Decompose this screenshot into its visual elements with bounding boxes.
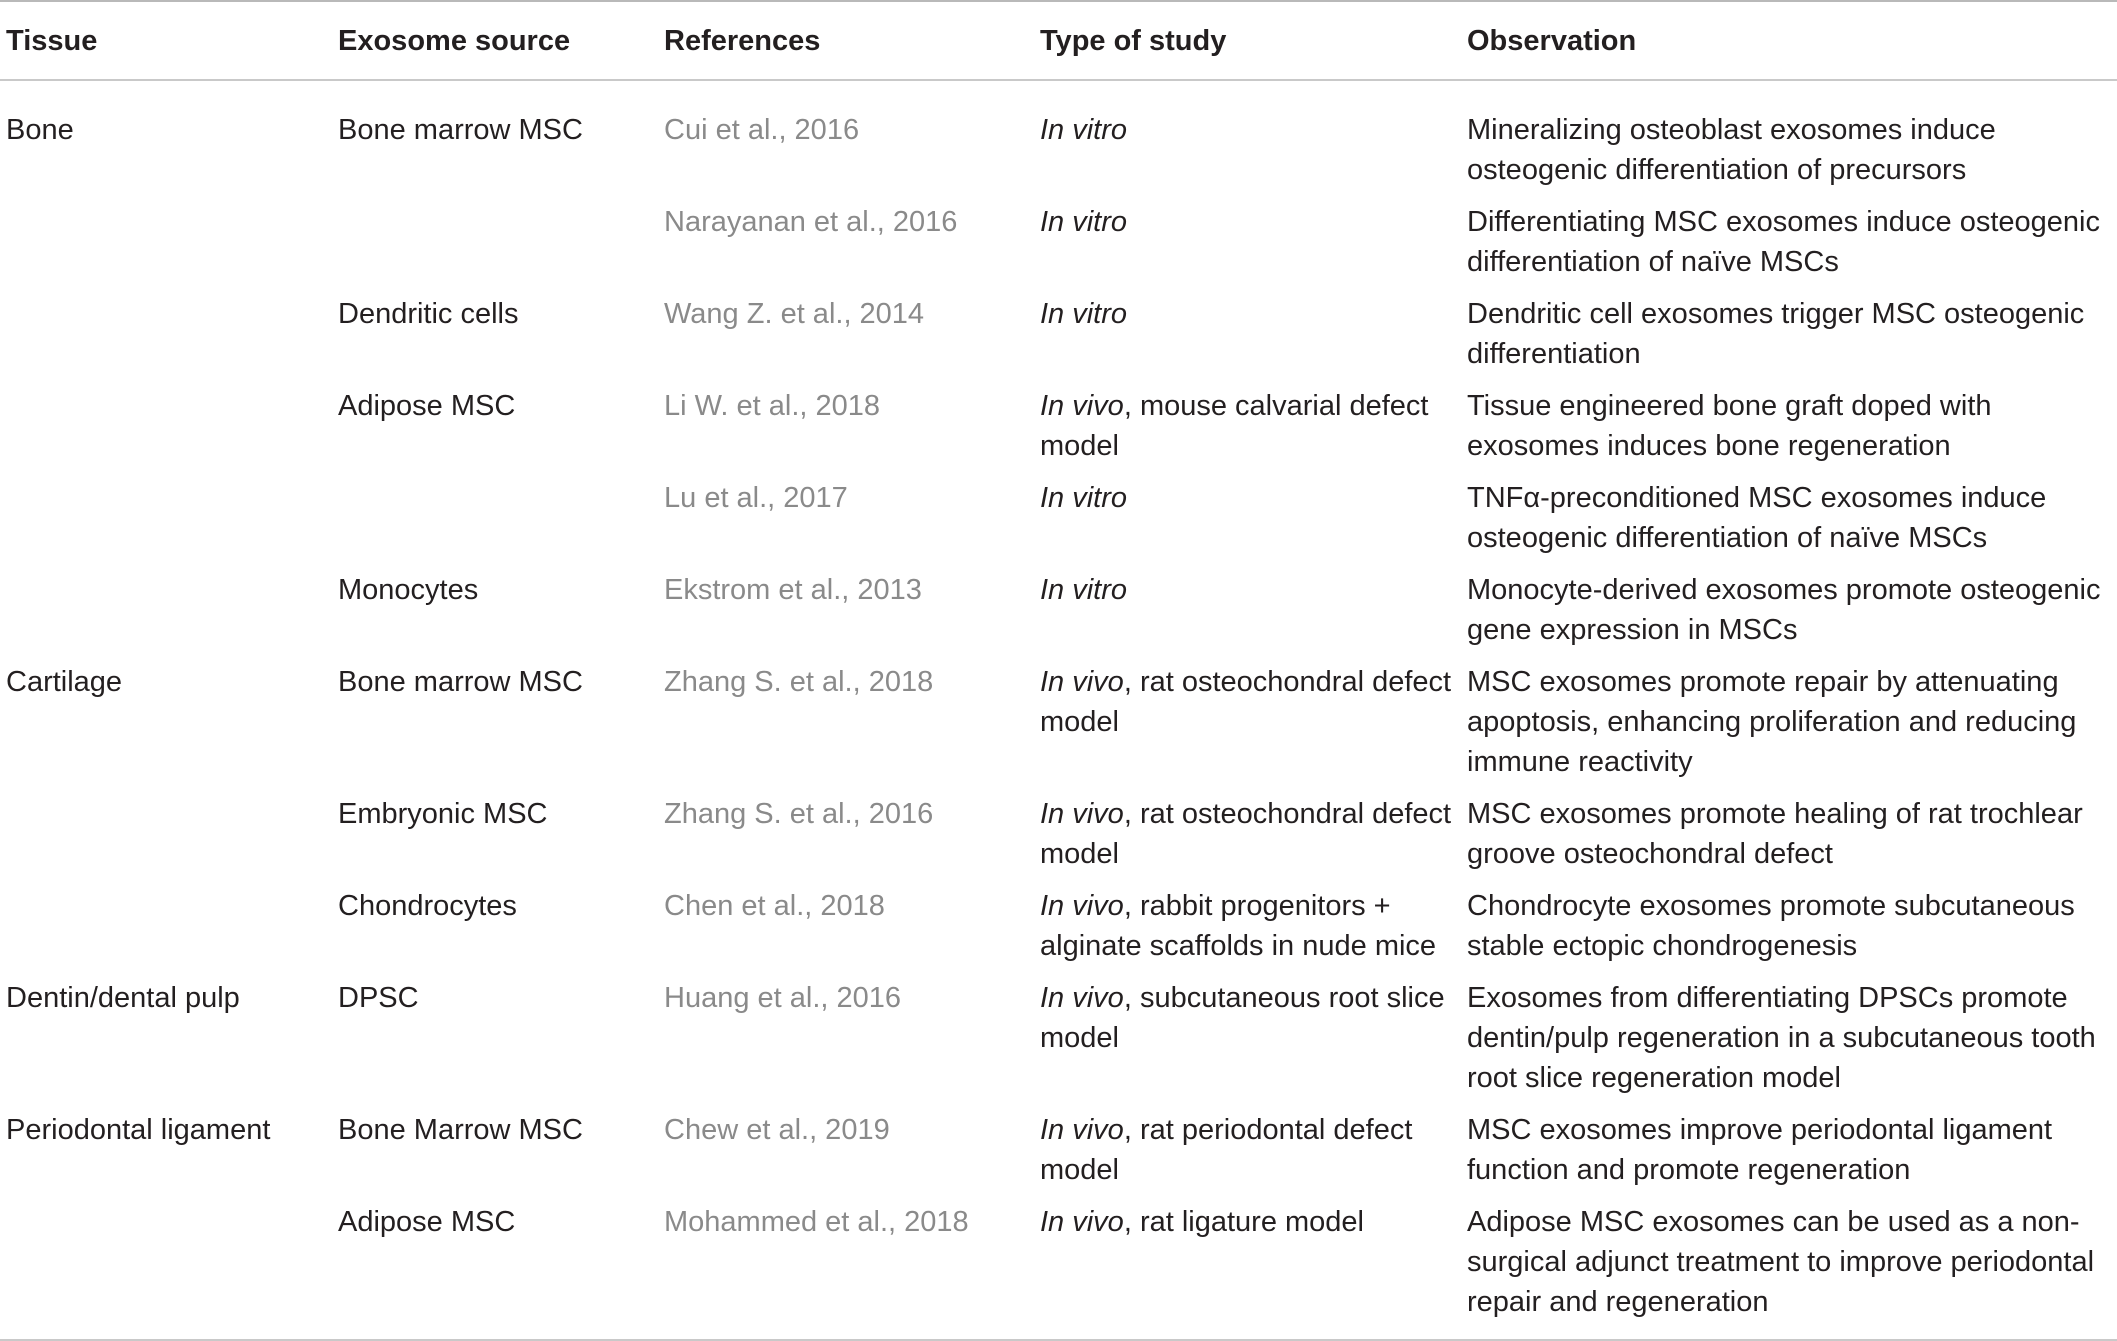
table-row (0, 80, 2117, 197)
reference-link[interactable]: Mohammed et al., 2018 (664, 1206, 969, 1238)
study-type-detail: , rat ligature model (1123, 1206, 1364, 1238)
cell-exosome-source: Dendritic cells (338, 298, 519, 330)
cell-type-of-study (1034, 381, 1461, 473)
table-row (0, 973, 2117, 1105)
reference-link[interactable]: Huang et al., 2016 (664, 982, 902, 1014)
study-type-detail: , rat periodontal defect model (1040, 1114, 1413, 1186)
cell-observation: Dendritic cell exosomes trigger MSC osteogenic differentiation (1467, 298, 2085, 370)
study-type-italic: In vitro (1040, 298, 1128, 330)
cell-type-of-study (1034, 973, 1461, 1105)
cell-reference (658, 1197, 1034, 1340)
table-row (0, 197, 2117, 289)
cell-exosome-source: Monocytes (338, 574, 479, 606)
cell-observation: MSC exosomes promote repair by attenuating apoptosis, enhancing proliferation and reducing immune reactivity (1467, 666, 2077, 778)
study-type-italic: In vivo (1040, 982, 1124, 1014)
reference-link[interactable]: Chew et al., 2019 (664, 1114, 890, 1146)
cell-type-of-study (1034, 1105, 1461, 1197)
study-type-detail: , mouse calvarial defect model (1040, 390, 1429, 462)
study-type-italic: In vitro (1040, 114, 1128, 146)
cell-exosome-source: Chondrocytes (338, 890, 517, 922)
cell-observation: Tissue engineered bone graft doped with exosomes induces bone regeneration (1467, 390, 1992, 462)
cell-tissue (0, 881, 332, 973)
cell-exosome-source: DPSC (338, 982, 419, 1014)
study-type-italic: In vivo (1040, 1206, 1124, 1238)
header-tissue: Tissue (6, 25, 98, 57)
cell-exosome-source (332, 197, 658, 289)
cell-observation: MSC exosomes improve periodontal ligament function and promote regeneration (1467, 1114, 2053, 1186)
header-references: References (664, 25, 821, 57)
cell-reference (658, 381, 1034, 473)
study-type-italic: In vitro (1040, 206, 1128, 238)
study-type-italic: In vivo (1040, 390, 1124, 422)
cell-tissue: Periodontal ligament (6, 1114, 271, 1146)
cell-type-of-study (1034, 473, 1461, 565)
study-type-detail: , rat osteochondral defect model (1040, 798, 1452, 870)
cell-tissue: Bone (6, 114, 74, 146)
cell-reference (658, 473, 1034, 565)
study-type-italic: In vitro (1040, 482, 1128, 514)
header-observation: Observation (1467, 25, 1637, 57)
cell-tissue (0, 473, 332, 565)
table-row (0, 1197, 2117, 1340)
study-type-detail: , rat osteochondral defect model (1040, 666, 1452, 738)
reference-link[interactable]: Cui et al., 2016 (664, 114, 860, 146)
cell-tissue (0, 1197, 332, 1340)
cell-exosome-source: Bone marrow MSC (338, 666, 583, 698)
cell-exosome-source: Embryonic MSC (338, 798, 548, 830)
header-row (0, 1, 2117, 80)
table-row (0, 381, 2117, 473)
cell-type-of-study (1034, 789, 1461, 881)
cell-observation: Monocyte-derived exosomes promote osteogenic gene expression in MSCs (1467, 574, 2101, 646)
cell-observation: Mineralizing osteoblast exosomes induce osteogenic differentiation of precursors (1467, 114, 1996, 186)
table-body (0, 80, 2117, 1340)
reference-link[interactable]: Ekstrom et al., 2013 (664, 574, 922, 606)
cell-reference (658, 657, 1034, 789)
table-row (0, 565, 2117, 657)
cell-tissue (0, 789, 332, 881)
reference-link[interactable]: Zhang S. et al., 2018 (664, 666, 934, 698)
cell-type-of-study (1034, 657, 1461, 789)
table-header (0, 1, 2117, 80)
cell-type-of-study (1034, 1197, 1461, 1340)
cell-exosome-source: Adipose MSC (338, 1206, 516, 1238)
cell-reference (658, 565, 1034, 657)
reference-link[interactable]: Wang Z. et al., 2014 (664, 298, 925, 330)
cell-type-of-study (1034, 881, 1461, 973)
cell-exosome-source: Adipose MSC (338, 390, 516, 422)
cell-tissue: Cartilage (6, 666, 123, 698)
cell-tissue (0, 289, 332, 381)
study-type-detail: , subcutaneous root slice model (1040, 982, 1445, 1054)
cell-reference (658, 973, 1034, 1105)
cell-tissue: Dentin/dental pulp (6, 982, 240, 1014)
cell-reference (658, 197, 1034, 289)
reference-link[interactable]: Zhang S. et al., 2016 (664, 798, 934, 830)
study-type-italic: In vivo (1040, 666, 1124, 698)
cell-reference (658, 1105, 1034, 1197)
reference-link[interactable]: Lu et al., 2017 (664, 482, 848, 514)
cell-tissue (0, 565, 332, 657)
cell-observation: TNFα-preconditioned MSC exosomes induce osteogenic differentiation of naïve MSCs (1467, 482, 2047, 554)
cell-type-of-study (1034, 565, 1461, 657)
cell-exosome-source (332, 473, 658, 565)
cell-type-of-study (1034, 80, 1461, 197)
cell-type-of-study (1034, 197, 1461, 289)
study-type-italic: In vivo (1040, 890, 1124, 922)
cell-observation: Differentiating MSC exosomes induce osteogenic differentiation of naïve MSCs (1467, 206, 2100, 278)
cell-tissue (0, 197, 332, 289)
cell-reference (658, 789, 1034, 881)
study-type-italic: In vivo (1040, 1114, 1124, 1146)
study-type-italic: In vitro (1040, 574, 1128, 606)
reference-link[interactable]: Li W. et al., 2018 (664, 390, 881, 422)
table-row (0, 789, 2117, 881)
cell-tissue (0, 381, 332, 473)
table-row (0, 657, 2117, 789)
cell-type-of-study (1034, 289, 1461, 381)
table-row (0, 881, 2117, 973)
reference-link[interactable]: Chen et al., 2018 (664, 890, 885, 922)
cell-reference (658, 289, 1034, 381)
cell-observation: Exosomes from differentiating DPSCs promote dentin/pulp regeneration in a subcutaneous tooth root slice regeneration model (1467, 982, 2096, 1094)
table-row (0, 1105, 2117, 1197)
header-type-of-study: Type of study (1040, 25, 1227, 57)
table-row (0, 289, 2117, 381)
cell-reference (658, 881, 1034, 973)
cell-observation: Adipose MSC exosomes can be used as a non-surgical adjunct treatment to improve periodontal repair and regeneration (1467, 1206, 2095, 1318)
cell-observation: MSC exosomes promote healing of rat trochlear groove osteochondral defect (1467, 798, 2083, 870)
header-exosome-source: Exosome source (338, 25, 571, 57)
cell-exosome-source: Bone marrow MSC (338, 114, 583, 146)
cell-observation: Chondrocyte exosomes promote subcutaneous stable ectopic chondrogenesis (1467, 890, 2075, 962)
cell-exosome-source: Bone Marrow MSC (338, 1114, 583, 1146)
table-row (0, 473, 2117, 565)
reference-link[interactable]: Narayanan et al., 2016 (664, 206, 958, 238)
study-type-italic: In vivo (1040, 798, 1124, 830)
cell-reference (658, 80, 1034, 197)
study-type-detail: , rabbit progenitors + alginate scaffolds in nude mice (1040, 890, 1437, 962)
